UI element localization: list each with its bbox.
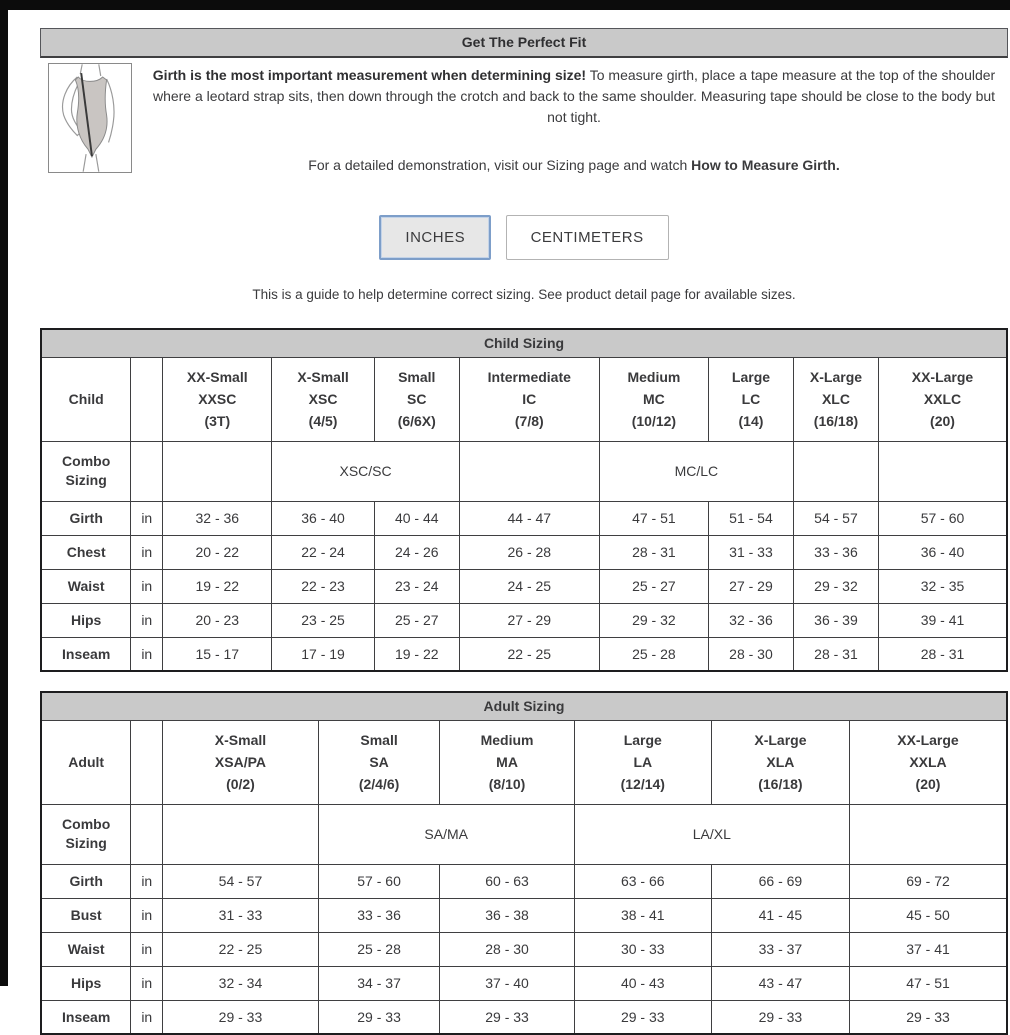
child-size-column-header: X-Large XLC (16/18) xyxy=(793,357,878,441)
child-row-label: Waist xyxy=(41,569,131,603)
child-value-cell: 54 - 57 xyxy=(793,501,878,535)
demo-line xyxy=(140,157,1008,175)
girth-intro-paragraph xyxy=(140,63,1008,128)
adult-size-column-header: X-Small XSA/PA (0/2) xyxy=(163,720,319,804)
adult-value-cell: 37 - 40 xyxy=(440,966,574,1000)
inches-button[interactable]: INCHES xyxy=(379,215,491,260)
child-value-cell: 47 - 51 xyxy=(599,501,708,535)
adult-sizing-table xyxy=(40,691,1008,1035)
child-value-cell: 25 - 27 xyxy=(599,569,708,603)
child-value-cell: 36 - 39 xyxy=(793,603,878,637)
child-size-column-header: Intermediate IC (7/8) xyxy=(459,357,599,441)
girth-intro-bold: Girth is the most important measurement when determining size! xyxy=(152,67,587,83)
adult-size-column-header: Medium MA (8/10) xyxy=(440,720,574,804)
adult-value-cell: 33 - 37 xyxy=(711,932,849,966)
child-combo-cell xyxy=(459,441,599,501)
child-row-label: Chest xyxy=(41,535,131,569)
child-value-cell: 28 - 31 xyxy=(878,637,1007,671)
centimeters-button[interactable]: CENTIMETERS xyxy=(506,215,669,260)
adult-size-column-header: Large LA (12/14) xyxy=(574,720,711,804)
child-size-column-header: Medium MC (10/12) xyxy=(599,357,708,441)
child-unit-cell: in xyxy=(131,603,163,637)
adult-unit-cell: in xyxy=(131,1000,163,1034)
adult-value-cell: 29 - 33 xyxy=(163,1000,319,1034)
page-title: Get The Perfect Fit xyxy=(40,28,1008,58)
child-value-cell: 40 - 44 xyxy=(374,501,459,535)
adult-unit-cell: in xyxy=(131,864,163,898)
sizing-guide-note: This is a guide to help determine correct sizing. See product detail page for available sizes. xyxy=(252,287,796,302)
child-combo-label: Combo Sizing xyxy=(41,441,131,501)
child-combo-cell xyxy=(793,441,878,501)
child-value-cell: 33 - 36 xyxy=(793,535,878,569)
adult-value-cell: 57 - 60 xyxy=(318,864,440,898)
child-value-cell: 29 - 32 xyxy=(599,603,708,637)
adult-combo-unit-blank xyxy=(131,804,163,864)
adult-value-cell: 69 - 72 xyxy=(849,864,1007,898)
child-value-cell: 29 - 32 xyxy=(793,569,878,603)
child-value-cell: 32 - 36 xyxy=(708,603,793,637)
adult-value-cell: 66 - 69 xyxy=(711,864,849,898)
adult-value-cell: 29 - 33 xyxy=(574,1000,711,1034)
child-value-cell: 28 - 30 xyxy=(708,637,793,671)
adult-value-cell: 32 - 34 xyxy=(163,966,319,1000)
child-size-column-header: X-Small XSC (4/5) xyxy=(272,357,374,441)
child-size-column-header: XX-Small XXSC (3T) xyxy=(163,357,272,441)
intro-section xyxy=(40,63,1008,175)
adult-header-label: Adult xyxy=(41,720,131,804)
child-unit-cell: in xyxy=(131,535,163,569)
adult-value-cell: 37 - 41 xyxy=(849,932,1007,966)
demo-text: For a detailed demonstration, visit our Sizing page and watch xyxy=(308,157,688,173)
adult-row-label: Inseam xyxy=(41,1000,131,1034)
child-combo-cell: MC/LC xyxy=(599,441,793,501)
adult-unit-cell: in xyxy=(131,898,163,932)
adult-unit-cell: in xyxy=(131,932,163,966)
adult-value-cell: 47 - 51 xyxy=(849,966,1007,1000)
adult-value-cell: 36 - 38 xyxy=(440,898,574,932)
adult-value-cell: 43 - 47 xyxy=(711,966,849,1000)
adult-value-cell: 40 - 43 xyxy=(574,966,711,1000)
adult-value-cell: 60 - 63 xyxy=(440,864,574,898)
child-value-cell: 26 - 28 xyxy=(459,535,599,569)
child-value-cell: 25 - 28 xyxy=(599,637,708,671)
adult-row-label: Bust xyxy=(41,898,131,932)
child-value-cell: 22 - 25 xyxy=(459,637,599,671)
adult-combo-cell: SA/MA xyxy=(318,804,574,864)
adult-header-unit-blank xyxy=(131,720,163,804)
child-value-cell: 19 - 22 xyxy=(163,569,272,603)
adult-value-cell: 38 - 41 xyxy=(574,898,711,932)
child-value-cell: 23 - 25 xyxy=(272,603,374,637)
child-unit-cell: in xyxy=(131,637,163,671)
child-value-cell: 32 - 36 xyxy=(163,501,272,535)
child-value-cell: 32 - 35 xyxy=(878,569,1007,603)
screenshot-left-border xyxy=(0,0,8,986)
adult-value-cell: 30 - 33 xyxy=(574,932,711,966)
adult-section-title: Adult Sizing xyxy=(41,692,1007,720)
child-value-cell: 25 - 27 xyxy=(374,603,459,637)
screenshot-top-border xyxy=(0,0,1010,10)
adult-combo-cell xyxy=(163,804,319,864)
child-combo-cell xyxy=(163,441,272,501)
adult-value-cell: 29 - 33 xyxy=(711,1000,849,1034)
child-value-cell: 19 - 22 xyxy=(374,637,459,671)
demo-bold: How to Measure Girth. xyxy=(691,157,840,173)
adult-value-cell: 45 - 50 xyxy=(849,898,1007,932)
child-value-cell: 22 - 23 xyxy=(272,569,374,603)
girth-intro-rest: To measure girth, place a tape measure at the top of the shoulder where a leotard strap sits, then down through the crotch and back to the same shoulder. Measuring tape should be close to the body but not tight. xyxy=(152,67,996,125)
child-header-unit-blank xyxy=(131,357,163,441)
adult-value-cell: 22 - 25 xyxy=(163,932,319,966)
child-value-cell: 36 - 40 xyxy=(272,501,374,535)
child-value-cell: 27 - 29 xyxy=(459,603,599,637)
adult-value-cell: 29 - 33 xyxy=(849,1000,1007,1034)
child-unit-cell: in xyxy=(131,569,163,603)
child-section-title: Child Sizing xyxy=(41,329,1007,357)
child-value-cell: 15 - 17 xyxy=(163,637,272,671)
adult-size-column-header: Small SA (2/4/6) xyxy=(318,720,440,804)
adult-value-cell: 41 - 45 xyxy=(711,898,849,932)
adult-value-cell: 31 - 33 xyxy=(163,898,319,932)
child-value-cell: 24 - 26 xyxy=(374,535,459,569)
child-combo-cell xyxy=(878,441,1007,501)
child-value-cell: 27 - 29 xyxy=(708,569,793,603)
adult-value-cell: 63 - 66 xyxy=(574,864,711,898)
leotard-girth-illustration xyxy=(48,63,132,173)
child-row-label: Inseam xyxy=(41,637,131,671)
child-value-cell: 31 - 33 xyxy=(708,535,793,569)
sizing-tables xyxy=(40,328,1008,1035)
adult-row-label: Hips xyxy=(41,966,131,1000)
adult-size-column-header: X-Large XLA (16/18) xyxy=(711,720,849,804)
child-value-cell: 51 - 54 xyxy=(708,501,793,535)
child-value-cell: 57 - 60 xyxy=(878,501,1007,535)
adult-size-column-header: XX-Large XXLA (20) xyxy=(849,720,1007,804)
adult-value-cell: 28 - 30 xyxy=(440,932,574,966)
adult-value-cell: 25 - 28 xyxy=(318,932,440,966)
child-size-column-header: Small SC (6/6X) xyxy=(374,357,459,441)
child-value-cell: 24 - 25 xyxy=(459,569,599,603)
child-size-column-header: XX-Large XXLC (20) xyxy=(878,357,1007,441)
child-size-column-header: Large LC (14) xyxy=(708,357,793,441)
child-row-label: Girth xyxy=(41,501,131,535)
child-value-cell: 20 - 22 xyxy=(163,535,272,569)
child-unit-cell: in xyxy=(131,501,163,535)
adult-combo-label: Combo Sizing xyxy=(41,804,131,864)
adult-value-cell: 54 - 57 xyxy=(163,864,319,898)
child-value-cell: 36 - 40 xyxy=(878,535,1007,569)
unit-toggle xyxy=(40,215,1008,260)
adult-value-cell: 34 - 37 xyxy=(318,966,440,1000)
adult-row-label: Girth xyxy=(41,864,131,898)
leotard-figure-icon xyxy=(49,64,131,172)
adult-value-cell: 33 - 36 xyxy=(318,898,440,932)
adult-value-cell: 29 - 33 xyxy=(318,1000,440,1034)
child-value-cell: 44 - 47 xyxy=(459,501,599,535)
adult-row-label: Waist xyxy=(41,932,131,966)
child-value-cell: 22 - 24 xyxy=(272,535,374,569)
child-value-cell: 28 - 31 xyxy=(599,535,708,569)
child-combo-cell: XSC/SC xyxy=(272,441,459,501)
child-value-cell: 20 - 23 xyxy=(163,603,272,637)
child-sizing-table xyxy=(40,328,1008,672)
adult-combo-cell xyxy=(849,804,1007,864)
sizing-guide-page xyxy=(40,28,1008,1035)
intro-text-column xyxy=(132,63,1008,175)
child-header-label: Child xyxy=(41,357,131,441)
child-value-cell: 39 - 41 xyxy=(878,603,1007,637)
child-row-label: Hips xyxy=(41,603,131,637)
adult-unit-cell: in xyxy=(131,966,163,1000)
adult-value-cell: 29 - 33 xyxy=(440,1000,574,1034)
child-value-cell: 17 - 19 xyxy=(272,637,374,671)
adult-combo-cell: LA/XL xyxy=(574,804,849,864)
child-combo-unit-blank xyxy=(131,441,163,501)
child-value-cell: 23 - 24 xyxy=(374,569,459,603)
child-value-cell: 28 - 31 xyxy=(793,637,878,671)
